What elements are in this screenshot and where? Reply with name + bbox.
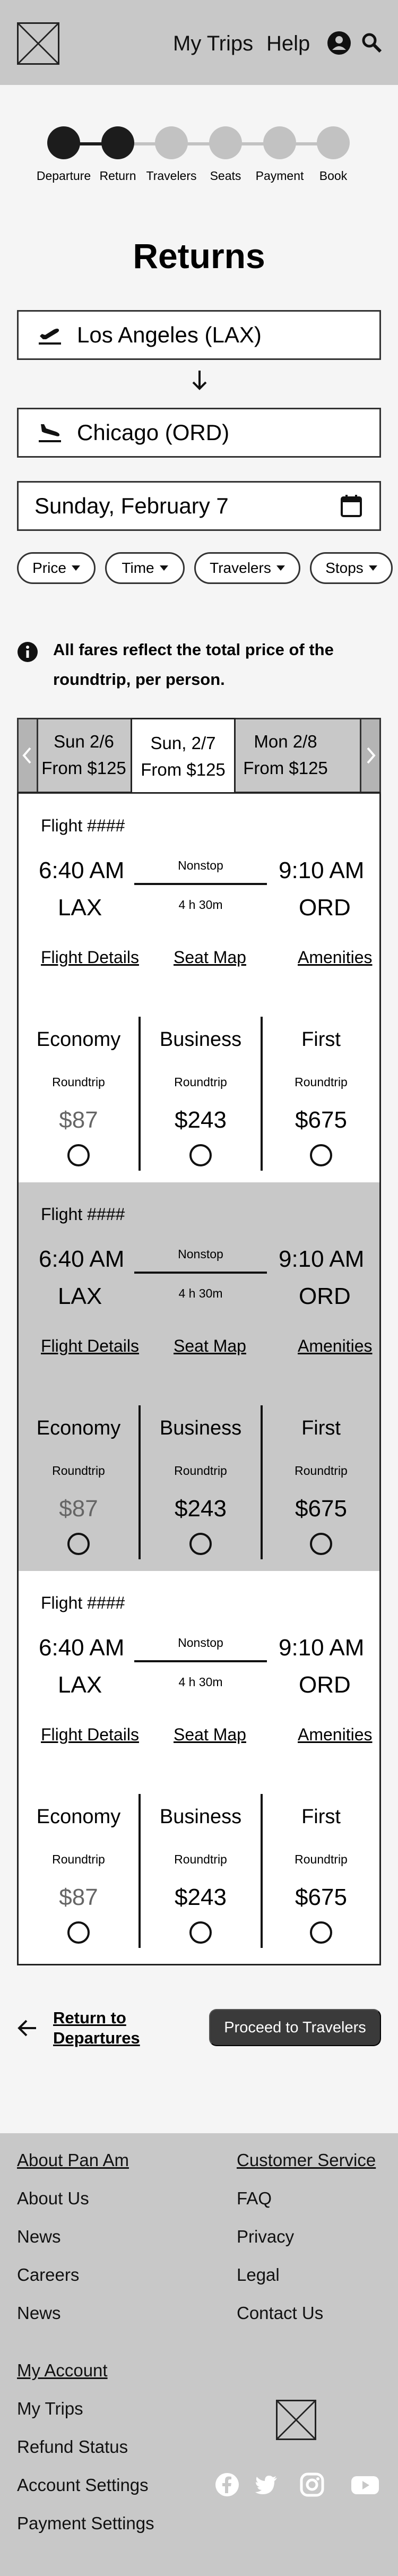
footer-link[interactable]: News: [17, 2227, 61, 2246]
footer-link[interactable]: Payment Settings: [17, 2513, 154, 2533]
fare-first[interactable]: [263, 1405, 379, 1559]
fare-type: Roundtrip: [52, 1075, 105, 1089]
fare-name: Economy: [36, 1028, 121, 1051]
arrow-down-icon: [188, 368, 211, 392]
footer-link[interactable]: Legal: [237, 2265, 280, 2285]
arrive-time: 9:10 AM: [279, 1635, 365, 1661]
fare-radio[interactable]: [67, 1144, 90, 1166]
account-icon[interactable]: [327, 31, 351, 55]
footer-link[interactable]: Privacy: [237, 2227, 295, 2246]
fare-type: Roundtrip: [52, 1464, 105, 1478]
fare-price: $87: [59, 1884, 98, 1910]
fare-name: First: [301, 1806, 341, 1828]
fare-radio[interactable]: [67, 1921, 90, 1944]
fare-type: Roundtrip: [174, 1852, 227, 1866]
step-label-payment: Payment: [255, 169, 304, 183]
step-book-dot: [317, 126, 350, 159]
date-carousel: [17, 718, 381, 793]
fare-type: Roundtrip: [52, 1852, 105, 1866]
flight-card: [19, 794, 379, 1182]
flight-card-highlighted: [19, 1182, 379, 1571]
booking-progress: [0, 121, 398, 185]
fare-name: Business: [159, 1417, 242, 1439]
footer-link[interactable]: About Us: [17, 2188, 89, 2208]
instagram-icon[interactable]: [299, 2472, 325, 2497]
depart-time: 6:40 AM: [39, 857, 125, 883]
fare-first[interactable]: [263, 1017, 379, 1171]
date-value: Sunday, February 7: [34, 493, 229, 518]
flight-duration: 4 h 30m: [178, 898, 223, 912]
flight-details-link[interactable]: Flight Details: [41, 1336, 139, 1355]
fare-business[interactable]: [141, 1794, 261, 1948]
fare-type: Roundtrip: [295, 1075, 348, 1089]
depart-airport: LAX: [58, 1283, 102, 1309]
step-label-departure: Departure: [36, 169, 91, 183]
footer-link[interactable]: Refund Status: [17, 2437, 128, 2457]
search-icon[interactable]: [361, 32, 382, 53]
calendar-icon[interactable]: [340, 494, 362, 518]
page-title: Returns: [133, 236, 265, 276]
fare-price: $675: [295, 1107, 347, 1133]
fare-info-text: All fares reflect the total price of the roundtrip, per person.: [53, 640, 334, 689]
chevron-down-icon: [72, 565, 80, 571]
arrive-airport: ORD: [299, 1283, 351, 1309]
chevron-down-icon: [369, 565, 377, 571]
filter-price[interactable]: [17, 552, 96, 584]
footer-heading-about[interactable]: About Pan Am: [17, 2150, 129, 2170]
info-icon: [17, 641, 38, 663]
date-tab-day: Sun 2/6: [54, 732, 114, 751]
nav-my-trips[interactable]: My Trips: [173, 32, 254, 55]
arrive-time: 9:10 AM: [279, 1246, 365, 1272]
date-tab-day: Mon 2/8: [254, 732, 317, 751]
footer-link[interactable]: Contact Us: [237, 2303, 324, 2323]
step-travelers-dot: [155, 126, 188, 159]
nav-help[interactable]: Help: [266, 32, 310, 55]
return-to-departures-link[interactable]: [17, 2008, 140, 2048]
stops-label: Nonstop: [178, 1636, 223, 1650]
facebook-icon[interactable]: [214, 2472, 240, 2497]
seat-map-link[interactable]: Seat Map: [174, 1336, 246, 1355]
footer-link[interactable]: FAQ: [237, 2188, 272, 2208]
return-link-line2: Departures: [53, 2029, 140, 2047]
fare-price: $87: [59, 1107, 98, 1133]
flight-results: [17, 792, 381, 1965]
seat-map-link[interactable]: Seat Map: [174, 1725, 246, 1744]
date-tab-price: From $125: [41, 758, 126, 778]
date-tab-selected[interactable]: [131, 718, 236, 796]
fare-radio[interactable]: [310, 1144, 332, 1166]
step-seats-dot: [209, 126, 242, 159]
fare-type: Roundtrip: [295, 1464, 348, 1478]
fare-name: Business: [159, 1028, 242, 1051]
takeoff-icon: [38, 324, 62, 346]
step-label-travelers: Travelers: [146, 169, 197, 183]
stops-label: Nonstop: [178, 858, 223, 872]
fare-business[interactable]: [141, 1405, 261, 1559]
flight-details-link[interactable]: Flight Details: [41, 948, 139, 967]
date-tab-next[interactable]: [236, 718, 335, 793]
depart-time: 6:40 AM: [39, 1635, 125, 1661]
fare-first[interactable]: [263, 1794, 379, 1948]
return-link-line1: Return to: [53, 2008, 126, 2027]
footer-link[interactable]: My Trips: [17, 2399, 83, 2418]
proceed-to-travelers-button[interactable]: Proceed to Travelers: [209, 2009, 381, 2046]
filter-time[interactable]: [105, 552, 185, 584]
route-line: [134, 883, 267, 885]
route-line: [134, 1272, 267, 1274]
fare-name: Economy: [36, 1417, 121, 1439]
flight-duration: 4 h 30m: [178, 1675, 223, 1689]
fare-price: $87: [59, 1496, 98, 1522]
filter-time-label: Time: [122, 560, 154, 576]
arrow-left-icon: [17, 2017, 38, 2039]
fare-name: First: [301, 1028, 341, 1051]
fare-radio[interactable]: [67, 1533, 90, 1555]
fare-business[interactable]: [141, 1017, 261, 1171]
amenities-link[interactable]: Amenities: [298, 1336, 373, 1355]
fare-name: Economy: [36, 1806, 121, 1828]
date-tab-price: From $125: [243, 758, 328, 778]
youtube-icon[interactable]: [350, 2472, 380, 2497]
fare-type: Roundtrip: [295, 1852, 348, 1866]
footer-link[interactable]: Account Settings: [17, 2475, 149, 2495]
amenities-link[interactable]: Amenities: [298, 1725, 373, 1744]
flight-details-link[interactable]: Flight Details: [41, 1725, 139, 1744]
flight-number: Flight ####: [41, 1593, 125, 1612]
date-tab-day: Sun, 2/7: [150, 733, 216, 753]
step-return-dot[interactable]: [101, 126, 134, 159]
step-payment-dot: [263, 126, 296, 159]
fare-name: Business: [159, 1806, 242, 1828]
depart-time: 6:40 AM: [39, 1246, 125, 1272]
carousel-prev-button[interactable]: [17, 718, 38, 793]
flight-duration: 4 h 30m: [178, 1286, 223, 1300]
filter-price-label: Price: [32, 560, 66, 576]
date-tab-prev[interactable]: [38, 718, 129, 793]
footer-logo-placeholder-icon[interactable]: [276, 2400, 316, 2440]
origin-field[interactable]: [17, 310, 381, 360]
fare-economy[interactable]: [19, 1405, 139, 1559]
step-label-seats: Seats: [210, 169, 241, 183]
fare-price: $675: [295, 1496, 347, 1522]
date-tab-price: From $125: [141, 760, 226, 779]
fare-radio[interactable]: [189, 1144, 212, 1166]
flight-number: Flight ####: [41, 816, 125, 835]
filter-travelers[interactable]: [194, 552, 300, 584]
fare-radio[interactable]: [310, 1921, 332, 1944]
flight-number: Flight ####: [41, 1205, 125, 1224]
site-header: [0, 0, 398, 85]
chevron-down-icon: [160, 565, 168, 571]
fare-radio[interactable]: [189, 1533, 212, 1555]
filter-travelers-label: Travelers: [210, 560, 271, 576]
depart-airport: LAX: [58, 895, 102, 921]
fare-type: Roundtrip: [174, 1075, 227, 1089]
return-link-text: [53, 2008, 140, 2048]
arrive-time: 9:10 AM: [279, 857, 365, 883]
date-field[interactable]: [17, 481, 381, 531]
footer-heading-service[interactable]: Customer Service: [237, 2150, 376, 2170]
fare-price: $243: [175, 1107, 227, 1133]
origin-value: Los Angeles (LAX): [77, 322, 262, 347]
depart-airport: LAX: [58, 1672, 102, 1698]
step-label-book: Book: [319, 169, 348, 183]
fare-type: Roundtrip: [174, 1464, 227, 1478]
fare-radio[interactable]: [189, 1921, 212, 1944]
step-label-return: Return: [99, 169, 136, 183]
destination-field[interactable]: [17, 408, 381, 458]
arrive-airport: ORD: [299, 895, 351, 921]
fare-economy[interactable]: [19, 1794, 139, 1948]
footer-link[interactable]: Careers: [17, 2265, 80, 2285]
carousel-next-button[interactable]: [360, 718, 381, 793]
footer-link[interactable]: News: [17, 2303, 61, 2323]
fare-radio[interactable]: [310, 1533, 332, 1555]
stops-label: Nonstop: [178, 1247, 223, 1261]
landing-icon: [38, 422, 62, 443]
footer-heading-account[interactable]: My Account: [17, 2360, 108, 2380]
chevron-down-icon: [276, 565, 285, 571]
amenities-link[interactable]: Amenities: [298, 948, 373, 967]
twitter-icon[interactable]: [254, 2472, 279, 2497]
filter-stops-label: Stops: [325, 560, 364, 576]
seat-map-link[interactable]: Seat Map: [174, 948, 246, 967]
destination-value: Chicago (ORD): [77, 420, 230, 445]
logo-placeholder-icon[interactable]: [17, 22, 59, 65]
flight-card: [19, 1571, 379, 1960]
step-departure-dot[interactable]: [47, 126, 80, 159]
fare-price: $243: [175, 1884, 227, 1910]
fare-name: First: [301, 1417, 341, 1439]
arrive-airport: ORD: [299, 1672, 351, 1698]
route-line: [134, 1660, 267, 1662]
fare-price: $675: [295, 1884, 347, 1910]
site-footer: [0, 2133, 398, 2576]
filter-stops[interactable]: [310, 552, 393, 584]
fare-economy[interactable]: [19, 1017, 139, 1171]
fare-price: $243: [175, 1496, 227, 1522]
